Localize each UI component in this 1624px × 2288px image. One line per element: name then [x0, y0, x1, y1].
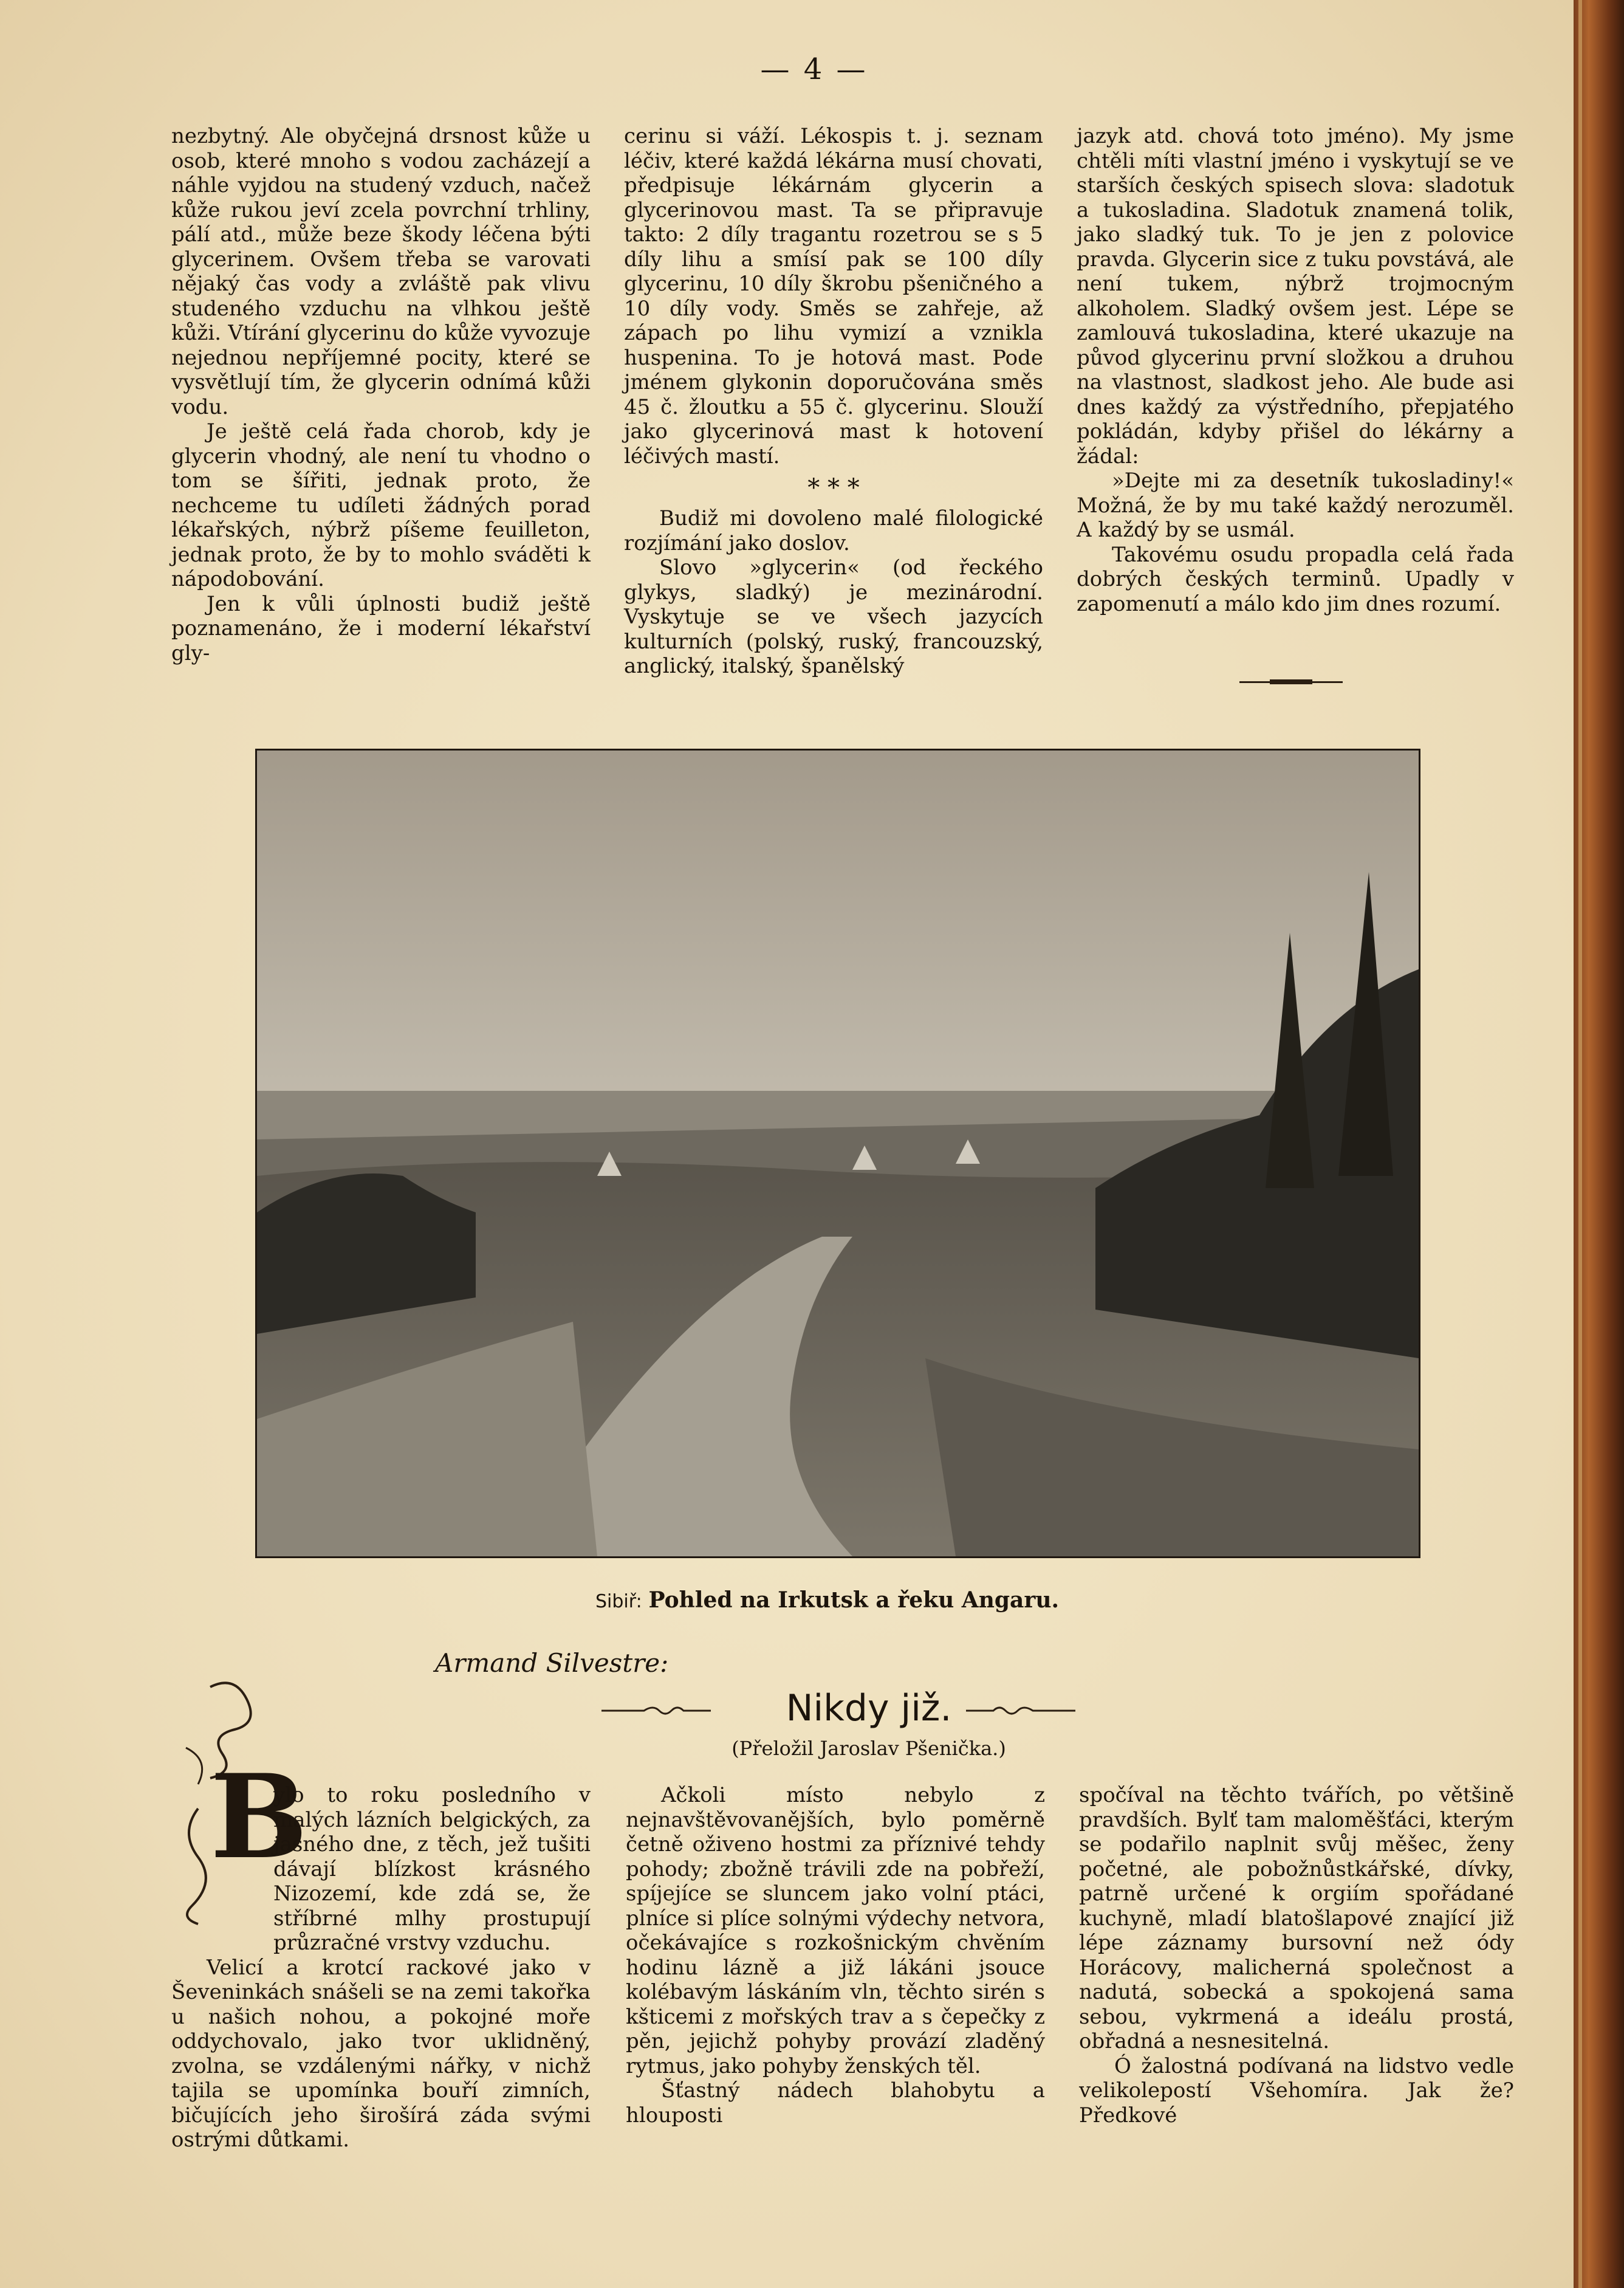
article-subtitle: (Přeložil Jaroslav Pšenička.) [731, 1737, 1006, 1760]
paragraph: jazyk atd. chová toto jméno). My jsme chtěli míti vlastní jméno i vyskytují se ve starších českých spisech slova: sladotuk a tukosladina. Sladotuk znamená tolik, jako sladký tuk. To je jen z polovice pravda. Glycerin sice z tuku povstává, ale není tukem, nýbrž trojmocným alkoholem. Sladký ovšem jest. Lépe se zamlouvá tukosladina, které ukazuje na původ glycerinu první složkou a druhou na vlastnost, sladkost jeho. Ale bude asi dnes každý za výstředního, přepjatého pokládán, kdyby přišel do lékárny a žádal: [1077, 124, 1514, 469]
article1-column-2 [624, 124, 1043, 679]
landscape-illustration [257, 751, 1419, 1556]
title-flourish-left [601, 1702, 711, 1720]
article2-column-1 [171, 1783, 591, 2152]
article-author: Armand Silvestre: [435, 1648, 669, 1678]
end-rule-center [1270, 679, 1312, 684]
caption-text: Pohled na Irkutsk a řeku Angaru. [648, 1587, 1060, 1613]
title-flourish-right [966, 1702, 1075, 1720]
paragraph: Velicí a krotcí rackové jako v Ševeninkách snášeli se na zemi takořka u našich nohou, a pokojné moře oddychovalo, jako tvor uklidněný, zvolna, se vzdálenými nářky, v nichž tajila se upomínka bouří zimních, bičujících jeho širošírá záda svými ostrými důtkami. [171, 1955, 591, 2152]
paragraph: Takovému osudu propadla celá řada dobrých českých terminů. Upadly v zapomenutí a málo kdo jim dnes rozumí. [1077, 542, 1514, 616]
section-divider-stars: * * * [807, 474, 860, 502]
paragraph: Budiž mi dovoleno malé filologické rozjímání jako doslov. [624, 506, 1043, 555]
paragraph: Slovo »glycerin« (od řeckého glykys, sladký) je mezinárodní. Vyskytuje se ve všech jazycích kulturních (polský, ruský, francouzský, anglický, italský, španělský [624, 555, 1043, 678]
dropcap-letter: B [210, 1749, 308, 1884]
paragraph: nezbytný. Ale obyčejná drsnost kůže u osob, které mnoho s vodou zacházejí a náhle vyjdou na studený vzduch, načež kůže rukou jeví zcela povrchní trhliny, pálí atd., může beze škody léčena býti glycerinem. Ovšem třeba se varovati nějaký čas vody a zvláště pak vlivu studeného vzduchu na vlhkou ještě kůži. Vtírání glycerinu do kůže vyvozuje nejednou nepříjemné pocity, které se vysvětlují tím, že glycerin odnímá kůži vodu. [171, 124, 591, 419]
spine-edge [1578, 0, 1582, 2288]
article1-column-3 [1077, 124, 1514, 616]
page-number: — 4 — [760, 52, 868, 86]
photo-caption [595, 1587, 1142, 1613]
article-title: Nikdy již. [786, 1687, 952, 1730]
paragraph: Šťastný nádech blahobytu a hlouposti [626, 2078, 1045, 2128]
paragraph: Ačkoli místo nebylo z nejnavštěvovanějších, bylo poměrně četně oživeno hostmi za příznivé tehdy pohody; zbožně trávili zde na pobřeží, spíjejíce se sluncem jako volní ptáci, plníce si plíce solnými výdechy netvora, očekávajíce s rozkošnickým chvěním hodinu lázně a již lákáni jsouce kolébavým láskáním vln, těchto sirén s kšticemi z mořských trav a s čepečky z pěn, jejichž pohyby provází zladěný rytmus, jako pohyby ženských těl. [626, 1783, 1045, 2078]
article2-column-3 [1079, 1783, 1514, 2128]
caption-prefix: Sibiř: [595, 1591, 642, 1612]
paragraph: cerinu si váží. Lékospis t. j. seznam léčiv, které každá lékárna musí chovati, předpisuje lékárnám glycerin a glycerinovou mast. Ta se připravuje takto: 2 díly tragantu rozetrou se s 5 díly lihu a smísí pak se 100 díly glycerinu, 10 díly škrobu pšeničného a 10 díly vody. Směs se zahřeje, až zápach po lihu vymizí a vznikla huspenina. To je hotová mast. Pode jménem glykonin doporučována směs 45 č. žloutku a 55 č. glycerinu. Slouží jako glycerinová mast k hotovení léčivých mastí. [624, 124, 1043, 469]
article1-column-1 [171, 124, 591, 665]
paragraph: »Dejte mi za desetník tukosladiny!« Možná, že by mu také každý nerozuměl. A každý by se usmál. [1077, 469, 1514, 542]
photograph-irkutsk [255, 749, 1420, 1558]
article2-column-2 [626, 1783, 1045, 2128]
paragraph: Ó žalostná podívaná na lidstvo vedle velikolepostí Všehomíra. Jak že? Předkové [1079, 2053, 1514, 2128]
paragraph: ylo to roku posledního v malých lázních belgických, za jasného dne, z těch, jež tušiti dávají blízkost krásného Nizozemí, kde zdá se, že stříbrné mlhy prostupují průzračné vrstvy vzduchu. [273, 1783, 591, 1955]
paragraph: spočíval na těchto tvářích, po většině pravdších. Bylť tam maloměšťáci, kterým se podařilo naplnit svůj měšec, ženy početné, ale pobožnůstkářské, dívky, patrně určené k orgiím spořádané kuchyně, mladí blatošlapové znající již lépe záznamy bursovní než ódy Horácovy, malicherná společnost a nadutá, sobecká a spokojená sama sebou, vykrmená a ideálu prostá, obřadná a nesnesitelná. [1079, 1783, 1514, 2053]
paragraph: Je ještě celá řada chorob, kdy je glycerin vhodný, ale není tu vhodno o tom se šířiti, jednak proto, že nechceme tu udíleti žádných porad lékařských, nýbrž píšeme feuilleton, jednak proto, že by to mohlo sváděti k nápodobování. [171, 419, 591, 591]
paragraph: Jen k vůli úplnosti budiž ještě poznamenáno, že i moderní lékařství gly- [171, 591, 591, 665]
